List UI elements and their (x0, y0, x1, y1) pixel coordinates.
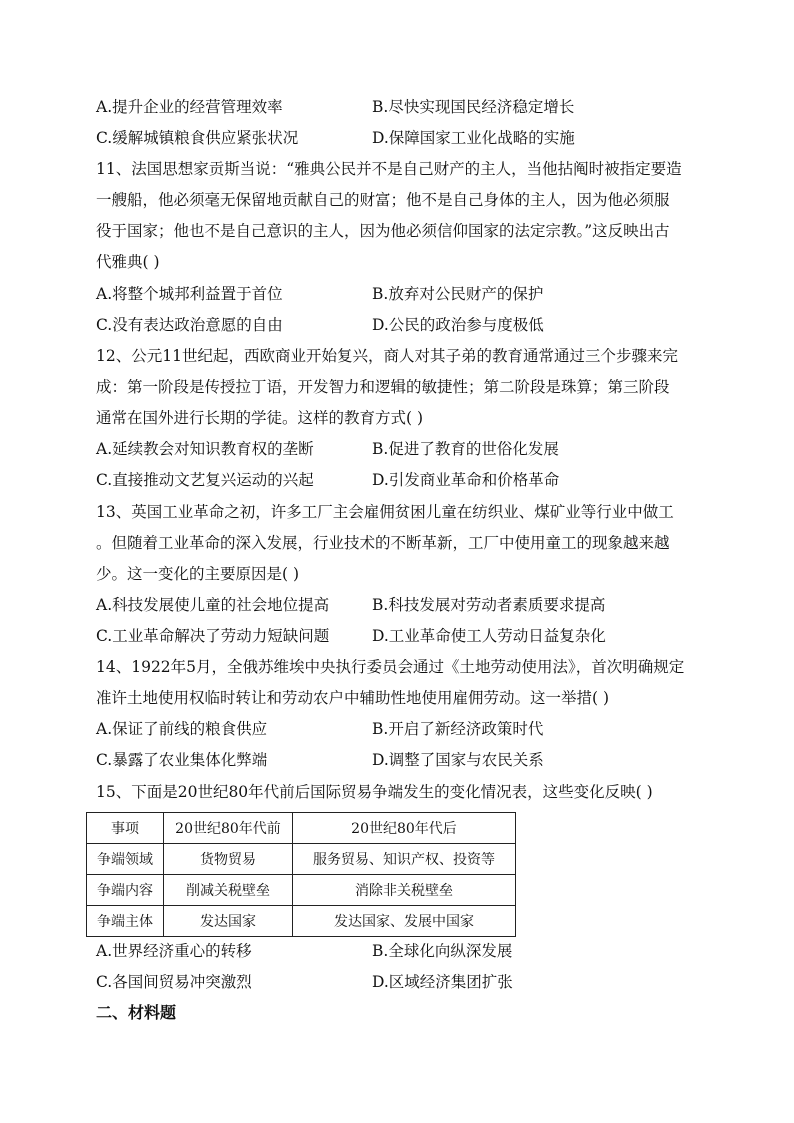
q11-stem-line: 代雅典( ) (96, 253, 160, 271)
q15-option-a: A.世界经济重心的转移 (96, 942, 252, 960)
table-cell: 消除非关税壁垒 (293, 875, 516, 906)
q14-stem-line: 14、1922年5月，全俄苏维埃中央执行委员会通过《土地劳动使用法》，首次明确规定 (96, 658, 685, 676)
table-header-cell: 20世纪80年代前 (164, 813, 293, 844)
table-header-cell: 20世纪80年代后 (293, 813, 516, 844)
q10-option-b: B.尽快实现国民经济稳定增长 (372, 98, 575, 116)
table-row (87, 844, 516, 875)
q13-option-b: B.科技发展对劳动者素质要求提高 (372, 596, 606, 614)
table-header-row (87, 813, 516, 844)
q10-option-a: A.提升企业的经营管理效率 (96, 98, 283, 116)
q10-option-d: D.保障国家工业化战略的实施 (372, 129, 575, 147)
q14-option-d: D.调整了国家与农民关系 (372, 751, 544, 769)
q14-option-b: B.开启了新经济政策时代 (372, 720, 544, 738)
table-cell: 货物贸易 (164, 844, 293, 875)
q13-option-c: C.工业革命解决了劳动力短缺问题 (96, 627, 330, 645)
q11-option-a: A.将整个城邦利益置于首位 (96, 285, 283, 303)
table-cell: 争端领域 (87, 844, 164, 875)
q13-stem-line: 少。这一变化的主要原因是( ) (96, 565, 300, 583)
table-cell: 发达国家、发展中国家 (293, 906, 516, 937)
q12-option-a: A.延续教会对知识教育权的垄断 (96, 440, 314, 458)
q13-option-a: A.科技发展使儿童的社会地位提高 (96, 596, 330, 614)
table-cell: 服务贸易、知识产权、投资等 (293, 844, 516, 875)
table-cell: 争端主体 (87, 906, 164, 937)
q15-stem-line: 15、下面是20世纪80年代前后国际贸易争端发生的变化情况表，这些变化反映( ) (96, 783, 653, 801)
q12-stem-line: 12、公元11世纪起，西欧商业开始复兴，商人对其子弟的教育通常通过三个步骤来完 (96, 347, 678, 365)
table-row (87, 906, 516, 937)
q12-option-d: D.引发商业革命和价格革命 (372, 471, 560, 489)
q14-option-c: C.暴露了农业集体化弊端 (96, 751, 268, 769)
table-row (87, 875, 516, 906)
q15-option-d: D.区域经济集团扩张 (372, 973, 513, 991)
q11-stem-line: 一艘船，他必须毫无保留地贡献自己的财富；他不是自己身体的主人，因为他必须服 (96, 191, 670, 209)
q11-stem-line: 11、法国思想家贡斯当说：“雅典公民并不是自己财产的主人，当他拈阄时被指定要造 (96, 160, 682, 178)
table-cell: 削减关税壁垒 (164, 875, 293, 906)
q11-option-b: B.放弃对公民财产的保护 (372, 285, 544, 303)
q12-stem-line: 通常在国外进行长期的学徒。这样的教育方式( ) (96, 409, 424, 427)
q14-stem-line: 准许土地使用权临时转让和劳动农户中辅助性地使用雇佣劳动。这一举措( ) (96, 689, 610, 707)
trade-dispute-table (86, 812, 516, 937)
q12-option-c: C.直接推动文艺复兴运动的兴起 (96, 471, 314, 489)
q11-stem-line: 役于国家；他也不是自己意识的主人，因为他必须信仰国家的法定宗教。”这反映出古 (96, 222, 670, 240)
table-header-cell: 事项 (87, 813, 164, 844)
q11-option-c: C.没有表达政治意愿的自由 (96, 316, 283, 334)
q10-option-c: C.缓解城镇粮食供应紧张状况 (96, 129, 299, 147)
q13-stem-line: 。但随着工业革命的深入发展，行业技术的不断革新，工厂中使用童工的现象越来越 (96, 534, 670, 552)
q11-option-d: D.公民的政治参与度极低 (372, 316, 544, 334)
q14-option-a: A.保证了前线的粮食供应 (96, 720, 268, 738)
section-heading: 二、材料题 (96, 1003, 177, 1022)
table-cell: 发达国家 (164, 906, 293, 937)
q13-stem-line: 13、英国工业革命之初，许多工厂主会雇佣贫困儿童在纺织业、煤矿业等行业中做工 (96, 503, 674, 521)
q15-option-b: B.全球化向纵深发展 (372, 942, 513, 960)
table-cell: 争端内容 (87, 875, 164, 906)
q13-option-d: D.工业革命使工人劳动日益复杂化 (372, 627, 606, 645)
q15-option-c: C.各国间贸易冲突激烈 (96, 973, 252, 991)
q12-option-b: B.促进了教育的世俗化发展 (372, 440, 559, 458)
q12-stem-line: 成：第一阶段是传授拉丁语，开发智力和逻辑的敏捷性；第二阶段是珠算；第三阶段 (96, 378, 670, 396)
